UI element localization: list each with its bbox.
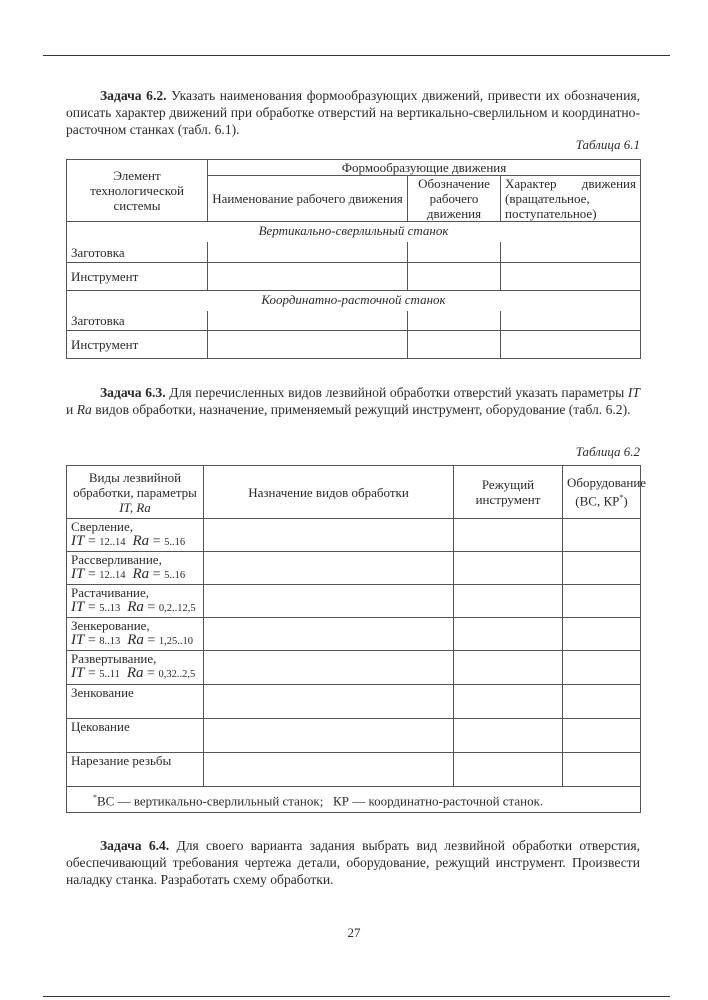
row-label [67,552,204,585]
task-6-2-text: Указать наименования формообразующих движений, привести их обозначения, описать характер движений при обработке отверстий на вертикально-сверлильном и координатно-расточном станках (табл. 6.1). [66,88,640,137]
table-row [67,685,641,719]
it-symbol: IT [71,566,85,582]
table-cell[interactable] [563,552,641,585]
table-cell[interactable] [501,331,641,359]
equals: = [84,567,100,582]
table-6-2 [66,465,647,813]
equals: = [84,633,100,648]
table-cell[interactable] [408,242,501,262]
it-symbol: IT [627,385,640,400]
table-cell[interactable] [454,552,563,585]
row-name: Растачивание, [71,585,150,600]
row-params [71,534,199,550]
table-cell[interactable] [454,519,563,552]
header-purpose: Назначение видов обработки [204,466,454,519]
row-label: Цекование [67,719,204,753]
header-kinds-text: Виды лезвийной обработки, параметры [73,469,197,500]
table-cell[interactable] [563,585,641,618]
header-tool: Режущий инструмент [454,466,563,519]
table-row [67,651,641,685]
table-cell[interactable] [208,242,408,262]
table-cell[interactable] [204,753,454,787]
table-6-1 [66,159,641,359]
task-6-3-text: видов обработки, назначение, применяемый режущий инструмент, оборудование (табл. 6.2). [91,402,631,417]
table-cell[interactable] [563,753,641,787]
row-params [71,600,199,616]
header-character: Характер движения (вращательное, поступательное) [501,176,641,222]
table-cell[interactable] [563,651,641,685]
section-title: Вертикально-сверлильный станок [67,222,641,243]
table-cell[interactable] [501,242,641,262]
equals: = [143,600,159,615]
task-6-2-label: Задача 6.2. [100,88,167,103]
table-cell[interactable] [454,753,563,787]
table-cell[interactable] [204,585,454,618]
row-params [71,633,199,649]
row-name: Сверление, [71,519,134,534]
it-value: 12..14 [99,537,126,548]
equals: = [149,567,165,582]
task-6-4-label: Задача 6.4. [100,838,170,853]
row-label [67,585,204,618]
bottom-rule [43,996,670,997]
table-cell[interactable] [454,585,563,618]
table-cell[interactable] [204,719,454,753]
it-symbol: IT [71,599,85,615]
table-cell[interactable] [408,311,501,331]
table-cell[interactable] [408,331,501,359]
table-footnote [67,787,641,813]
table-cell[interactable] [563,685,641,719]
equals: = [84,600,100,615]
ra-symbol: Ra [127,632,144,648]
it-value: 12..14 [99,570,126,581]
ra-value: 0,2..12,5 [158,603,196,614]
ra-value: 5..16 [164,537,186,548]
ra-value: 1,25..10 [158,636,193,647]
header-group: Формообразующие движения [208,160,641,176]
row-label [67,618,204,651]
ra-value: 5..16 [164,570,186,581]
task-6-3-text: Для перечисленных видов лезвийной обработки отверстий указать параметры [165,385,628,400]
it-symbol: IT [71,665,85,681]
ra-symbol: Ra [76,402,92,417]
table-row [67,552,641,585]
equals: = [84,534,100,549]
row-label [67,519,204,552]
header-name: Наименование рабочего движения [208,176,408,222]
table-cell[interactable] [454,719,563,753]
footnote-mark: * [619,493,624,503]
table-row [67,753,641,787]
header-designation: Обозначение рабочего движения [408,176,501,222]
table-6-1-caption: Таблица 6.1 [575,137,640,152]
table-cell[interactable] [454,685,563,719]
ra-value: 0,32..2,5 [158,669,196,680]
top-rule [43,55,670,56]
header-equipment-text: Оборудование (ВС, КР [567,475,647,509]
table-row [67,618,641,651]
task-6-3-paragraph [66,384,640,418]
row-name: Развертывание, [71,651,157,666]
table-cell[interactable] [208,311,408,331]
table-cell[interactable] [501,262,641,290]
table-cell[interactable] [563,519,641,552]
task-6-2-paragraph [66,87,640,138]
page-number: 27 [347,925,361,940]
table-cell[interactable] [204,519,454,552]
table-cell[interactable] [563,719,641,753]
header-kinds [67,466,204,519]
table-cell[interactable] [501,311,641,331]
section-title: Координатно-расточной станок [67,290,641,311]
row-label: Заготовка [67,311,208,331]
row-params [71,666,199,682]
row-label: Нарезание резьбы [67,753,204,787]
footnote-text: ВС — вертикально-сверлильный станок; КР — координатно-расточной станок. [97,793,544,809]
equals: = [149,534,165,549]
task-6-3-label: Задача 6.3. [100,385,166,400]
table-cell[interactable] [204,651,454,685]
table-row [67,719,641,753]
ra-symbol: Ra [132,533,150,549]
row-label [67,651,204,685]
table-cell[interactable] [408,262,501,290]
header-equipment-close: ) [623,493,628,509]
row-name: Рассверливание, [71,552,162,567]
table-6-2-caption: Таблица 6.2 [575,444,640,459]
table-cell[interactable] [208,262,408,290]
it-value: 5..13 [99,603,121,614]
task-6-4-text: Для своего варианта задания выбрать вид лезвийной обработки отверстия, обеспечивающий требования чертежа детали, оборудование, режущий инструмент. Произвести наладку станка. Разработать схему обработки. [66,838,641,887]
footnote-mark: * [93,793,97,803]
equals: = [143,633,159,648]
task-6-3-text: и [66,402,77,417]
table-cell[interactable] [204,552,454,585]
task-6-4-paragraph [66,837,640,888]
row-name: Зенкерование, [71,618,150,633]
header-element: Элемент технологической системы [67,160,208,222]
table-row [67,519,641,552]
table-row [67,585,641,618]
table-cell[interactable] [204,618,454,651]
row-label: Инструмент [67,331,208,359]
it-symbol: IT [71,533,85,549]
row-label: Инструмент [67,262,208,290]
header-kinds-params: IT, Ra [119,499,151,515]
ra-symbol: Ra [127,599,144,615]
row-label: Зенкование [67,685,204,719]
equals: = [84,666,100,681]
it-symbol: IT [71,632,85,648]
table-cell[interactable] [454,618,563,651]
table-cell[interactable] [563,618,641,651]
table-cell[interactable] [454,651,563,685]
table-cell[interactable] [208,331,408,359]
it-value: 8..13 [99,636,121,647]
ra-symbol: Ra [126,665,144,681]
row-label: Заготовка [67,242,208,262]
it-value: 5..11 [99,669,120,680]
equals: = [143,666,159,681]
ra-symbol: Ra [132,566,150,582]
header-equipment [563,466,647,519]
table-cell[interactable] [204,685,454,719]
row-params [71,567,199,583]
